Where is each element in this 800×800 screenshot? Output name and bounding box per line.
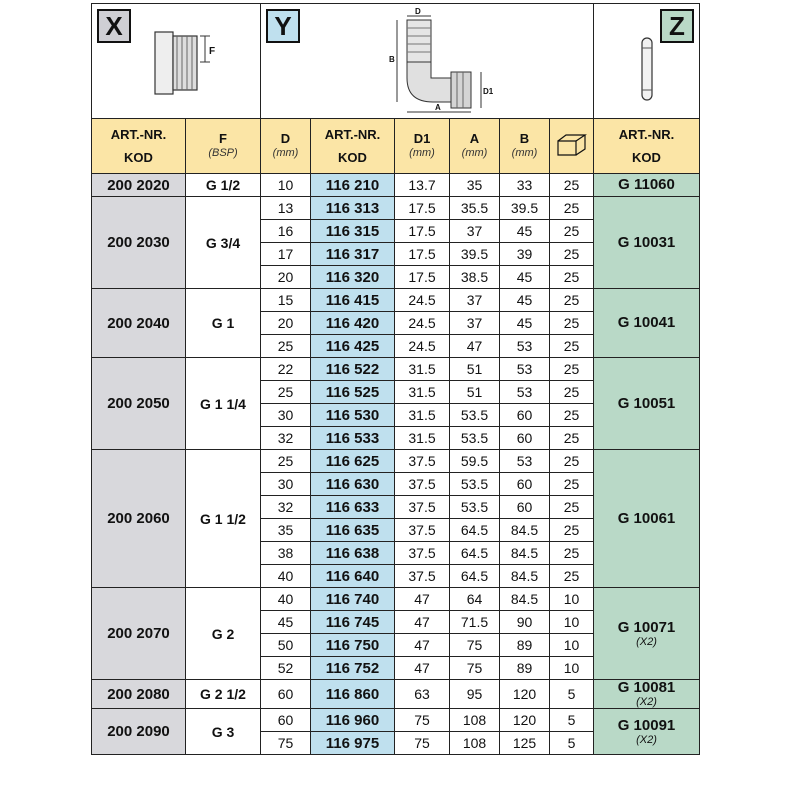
a-value: 64.5 bbox=[450, 565, 500, 588]
d-value: 45 bbox=[261, 611, 311, 634]
y-art-number: 116 533 bbox=[311, 427, 395, 450]
d-value: 60 bbox=[261, 709, 311, 732]
y-art-number: 116 752 bbox=[311, 657, 395, 680]
x-letter-badge: X bbox=[97, 9, 131, 43]
d1-value: 31.5 bbox=[395, 427, 450, 450]
a-value: 51 bbox=[450, 358, 500, 381]
f-dimension-label: F bbox=[209, 46, 216, 57]
z-code: G 10081 bbox=[617, 679, 676, 696]
x-art-number: 200 2060 bbox=[92, 450, 186, 588]
thread-size: G 2 bbox=[186, 588, 261, 680]
z-code: G 11060 bbox=[618, 176, 675, 193]
qty-value: 25 bbox=[550, 381, 594, 404]
d1-value: 31.5 bbox=[395, 358, 450, 381]
z-note: (X2) bbox=[636, 696, 657, 708]
y-art-number: 116 522 bbox=[311, 358, 395, 381]
d1-dimension-label: D1 bbox=[483, 87, 494, 96]
qty-value: 25 bbox=[550, 496, 594, 519]
table-row bbox=[92, 588, 700, 611]
y-art-number: 116 745 bbox=[311, 611, 395, 634]
a-value: 51 bbox=[450, 381, 500, 404]
qty-value: 25 bbox=[550, 266, 594, 289]
y-art-number: 116 640 bbox=[311, 565, 395, 588]
d-value: 52 bbox=[261, 657, 311, 680]
z-art-number bbox=[594, 174, 700, 197]
y-art-number: 116 420 bbox=[311, 312, 395, 335]
a-value: 37 bbox=[450, 312, 500, 335]
qty-col-header bbox=[550, 119, 594, 174]
qty-value: 25 bbox=[550, 427, 594, 450]
d-value: 15 bbox=[261, 289, 311, 312]
z-art-number bbox=[594, 588, 700, 680]
a-value: 35.5 bbox=[450, 197, 500, 220]
b-value: 84.5 bbox=[500, 565, 550, 588]
d-value: 30 bbox=[261, 473, 311, 496]
d1-value: 31.5 bbox=[395, 404, 450, 427]
y-art-number: 116 975 bbox=[311, 732, 395, 755]
z-code: G 10071 bbox=[617, 618, 676, 636]
table-row bbox=[92, 174, 700, 197]
d-value: 35 bbox=[261, 519, 311, 542]
a-value: 38.5 bbox=[450, 266, 500, 289]
d-value: 38 bbox=[261, 542, 311, 565]
a-value: 53.5 bbox=[450, 496, 500, 519]
a-value: 53.5 bbox=[450, 404, 500, 427]
b-value: 89 bbox=[500, 634, 550, 657]
z-note: (X2) bbox=[636, 635, 657, 648]
d1-value: 17.5 bbox=[395, 197, 450, 220]
d1-value: 24.5 bbox=[395, 289, 450, 312]
d-value: 60 bbox=[261, 680, 311, 709]
y-art-number: 116 630 bbox=[311, 473, 395, 496]
z-code: G 10031 bbox=[617, 233, 676, 251]
z-illustration-cell bbox=[594, 4, 700, 119]
a-value: 108 bbox=[450, 709, 500, 732]
b-value: 45 bbox=[500, 266, 550, 289]
y-art-number: 116 530 bbox=[311, 404, 395, 427]
d1-value: 17.5 bbox=[395, 220, 450, 243]
d1-value: 37.5 bbox=[395, 473, 450, 496]
y-illustration-cell bbox=[261, 4, 594, 119]
qty-value: 25 bbox=[550, 358, 594, 381]
a-dimension-label: A bbox=[435, 103, 441, 112]
b-value: 53 bbox=[500, 358, 550, 381]
a-value: 53.5 bbox=[450, 473, 500, 496]
b-value: 84.5 bbox=[500, 519, 550, 542]
a-value: 64.5 bbox=[450, 519, 500, 542]
a-value: 64 bbox=[450, 588, 500, 611]
y-art-number: 116 525 bbox=[311, 381, 395, 404]
a-col-header: A (mm) bbox=[450, 119, 500, 174]
x-art-number: 200 2080 bbox=[92, 680, 186, 709]
y-art-number: 116 320 bbox=[311, 266, 395, 289]
x-art-number: 200 2090 bbox=[92, 709, 186, 755]
a-value: 95 bbox=[450, 680, 500, 709]
y-col-header: ART.-NR. KOD bbox=[311, 119, 395, 174]
z-note: (X2) bbox=[636, 733, 657, 746]
b-value: 60 bbox=[500, 496, 550, 519]
d-value: 20 bbox=[261, 312, 311, 335]
x-art-number: 200 2020 bbox=[92, 174, 186, 197]
seal-drawing bbox=[634, 34, 664, 104]
b-value: 125 bbox=[500, 732, 550, 755]
thread-size: G 2 1/2 bbox=[186, 680, 261, 709]
d-value: 13 bbox=[261, 197, 311, 220]
qty-value: 25 bbox=[550, 312, 594, 335]
product-table bbox=[91, 3, 700, 755]
a-value: 35 bbox=[450, 174, 500, 197]
b-value: 53 bbox=[500, 335, 550, 358]
qty-value: 5 bbox=[550, 709, 594, 732]
qty-value: 25 bbox=[550, 289, 594, 312]
qty-value: 10 bbox=[550, 634, 594, 657]
z-letter-badge: Z bbox=[660, 9, 694, 43]
qty-value: 10 bbox=[550, 611, 594, 634]
d-col-header: D (mm) bbox=[261, 119, 311, 174]
d-value: 30 bbox=[261, 404, 311, 427]
x-illustration-cell bbox=[92, 4, 261, 119]
z-art-number bbox=[594, 450, 700, 588]
thread-size: G 3/4 bbox=[186, 197, 261, 289]
qty-value: 25 bbox=[550, 220, 594, 243]
y-art-number: 116 750 bbox=[311, 634, 395, 657]
d1-value: 47 bbox=[395, 611, 450, 634]
d-value: 16 bbox=[261, 220, 311, 243]
z-art-number bbox=[594, 197, 700, 289]
b-value: 60 bbox=[500, 427, 550, 450]
z-art-number bbox=[594, 709, 700, 755]
d-value: 40 bbox=[261, 588, 311, 611]
elbow-fitting-drawing bbox=[371, 6, 521, 116]
a-value: 37 bbox=[450, 220, 500, 243]
qty-value: 25 bbox=[550, 473, 594, 496]
b-value: 53 bbox=[500, 450, 550, 473]
y-art-number: 116 638 bbox=[311, 542, 395, 565]
a-value: 53.5 bbox=[450, 427, 500, 450]
thread-size: G 3 bbox=[186, 709, 261, 755]
x-art-number: 200 2030 bbox=[92, 197, 186, 289]
d1-value: 17.5 bbox=[395, 243, 450, 266]
z-art-number bbox=[594, 358, 700, 450]
d1-value: 24.5 bbox=[395, 335, 450, 358]
z-code: G 10061 bbox=[617, 509, 676, 527]
d1-value: 37.5 bbox=[395, 565, 450, 588]
qty-value: 25 bbox=[550, 542, 594, 565]
d1-value: 17.5 bbox=[395, 266, 450, 289]
thread-size: G 1 1/4 bbox=[186, 358, 261, 450]
b-value: 45 bbox=[500, 220, 550, 243]
a-value: 75 bbox=[450, 657, 500, 680]
illustration-row bbox=[92, 4, 700, 119]
z-col-header: ART.-NR. KOD bbox=[594, 119, 700, 174]
b-col-header: B (mm) bbox=[500, 119, 550, 174]
y-art-number: 116 313 bbox=[311, 197, 395, 220]
z-code: G 10051 bbox=[617, 394, 676, 412]
d-dimension-label: D bbox=[415, 7, 421, 16]
qty-value: 25 bbox=[550, 565, 594, 588]
qty-value: 5 bbox=[550, 680, 594, 709]
y-art-number: 116 635 bbox=[311, 519, 395, 542]
table-row bbox=[92, 289, 700, 312]
b-value: 84.5 bbox=[500, 542, 550, 565]
y-art-number: 116 960 bbox=[311, 709, 395, 732]
x-col-header: ART.-NR. KOD bbox=[92, 119, 186, 174]
qty-value: 25 bbox=[550, 404, 594, 427]
b-value: 33 bbox=[500, 174, 550, 197]
d1-value: 75 bbox=[395, 709, 450, 732]
table-row bbox=[92, 680, 700, 709]
table-row bbox=[92, 358, 700, 381]
y-art-number: 116 625 bbox=[311, 450, 395, 473]
b-value: 45 bbox=[500, 289, 550, 312]
z-art-number bbox=[594, 289, 700, 358]
a-value: 75 bbox=[450, 634, 500, 657]
d1-value: 75 bbox=[395, 732, 450, 755]
d1-value: 31.5 bbox=[395, 381, 450, 404]
qty-value: 25 bbox=[550, 519, 594, 542]
d-value: 25 bbox=[261, 450, 311, 473]
d1-col-header: D1 (mm) bbox=[395, 119, 450, 174]
d-value: 40 bbox=[261, 565, 311, 588]
d1-value: 37.5 bbox=[395, 450, 450, 473]
d1-value: 37.5 bbox=[395, 519, 450, 542]
qty-value: 10 bbox=[550, 657, 594, 680]
d1-value: 47 bbox=[395, 657, 450, 680]
a-value: 71.5 bbox=[450, 611, 500, 634]
d1-value: 47 bbox=[395, 588, 450, 611]
z-art-number bbox=[594, 680, 700, 709]
f-col-header: F (BSP) bbox=[186, 119, 261, 174]
d1-value: 47 bbox=[395, 634, 450, 657]
x-art-number: 200 2070 bbox=[92, 588, 186, 680]
d1-value: 13.7 bbox=[395, 174, 450, 197]
y-art-number: 116 317 bbox=[311, 243, 395, 266]
qty-value: 25 bbox=[550, 243, 594, 266]
b-value: 45 bbox=[500, 312, 550, 335]
b-value: 84.5 bbox=[500, 588, 550, 611]
d-value: 32 bbox=[261, 427, 311, 450]
b-dimension-label: B bbox=[389, 55, 395, 64]
column-header-row bbox=[92, 119, 700, 174]
thread-size: G 1 1/2 bbox=[186, 450, 261, 588]
d-value: 50 bbox=[261, 634, 311, 657]
qty-value: 5 bbox=[550, 732, 594, 755]
y-letter-badge: Y bbox=[266, 9, 300, 43]
thread-size: G 1/2 bbox=[186, 174, 261, 197]
thread-size: G 1 bbox=[186, 289, 261, 358]
d-value: 32 bbox=[261, 496, 311, 519]
d1-value: 37.5 bbox=[395, 542, 450, 565]
a-value: 59.5 bbox=[450, 450, 500, 473]
z-code: G 10091 bbox=[617, 716, 676, 734]
b-value: 60 bbox=[500, 404, 550, 427]
b-value: 39.5 bbox=[500, 197, 550, 220]
x-art-number: 200 2050 bbox=[92, 358, 186, 450]
b-value: 53 bbox=[500, 381, 550, 404]
table-row bbox=[92, 450, 700, 473]
a-value: 39.5 bbox=[450, 243, 500, 266]
b-value: 39 bbox=[500, 243, 550, 266]
table-row bbox=[92, 197, 700, 220]
qty-value: 25 bbox=[550, 174, 594, 197]
z-code: G 10041 bbox=[617, 314, 676, 331]
x-art-number: 200 2040 bbox=[92, 289, 186, 358]
y-art-number: 116 425 bbox=[311, 335, 395, 358]
y-art-number: 116 633 bbox=[311, 496, 395, 519]
a-value: 108 bbox=[450, 732, 500, 755]
d-value: 25 bbox=[261, 335, 311, 358]
qty-value: 25 bbox=[550, 450, 594, 473]
d-value: 10 bbox=[261, 174, 311, 197]
table-row bbox=[92, 709, 700, 732]
d1-value: 37.5 bbox=[395, 496, 450, 519]
d-value: 25 bbox=[261, 381, 311, 404]
y-art-number: 116 740 bbox=[311, 588, 395, 611]
y-art-number: 116 860 bbox=[311, 680, 395, 709]
b-value: 89 bbox=[500, 657, 550, 680]
qty-value: 25 bbox=[550, 197, 594, 220]
b-value: 60 bbox=[500, 473, 550, 496]
y-art-number: 116 415 bbox=[311, 289, 395, 312]
qty-value: 10 bbox=[550, 588, 594, 611]
b-value: 120 bbox=[500, 709, 550, 732]
d-value: 20 bbox=[261, 266, 311, 289]
a-value: 37 bbox=[450, 289, 500, 312]
d-value: 75 bbox=[261, 732, 311, 755]
b-value: 120 bbox=[500, 680, 550, 709]
a-value: 64.5 bbox=[450, 542, 500, 565]
cap-drawing bbox=[147, 24, 257, 104]
y-art-number: 116 210 bbox=[311, 174, 395, 197]
box-icon bbox=[555, 132, 589, 158]
d1-value: 63 bbox=[395, 680, 450, 709]
d-value: 22 bbox=[261, 358, 311, 381]
y-art-number: 116 315 bbox=[311, 220, 395, 243]
d1-value: 24.5 bbox=[395, 312, 450, 335]
d-value: 17 bbox=[261, 243, 311, 266]
b-value: 90 bbox=[500, 611, 550, 634]
a-value: 47 bbox=[450, 335, 500, 358]
qty-value: 25 bbox=[550, 335, 594, 358]
